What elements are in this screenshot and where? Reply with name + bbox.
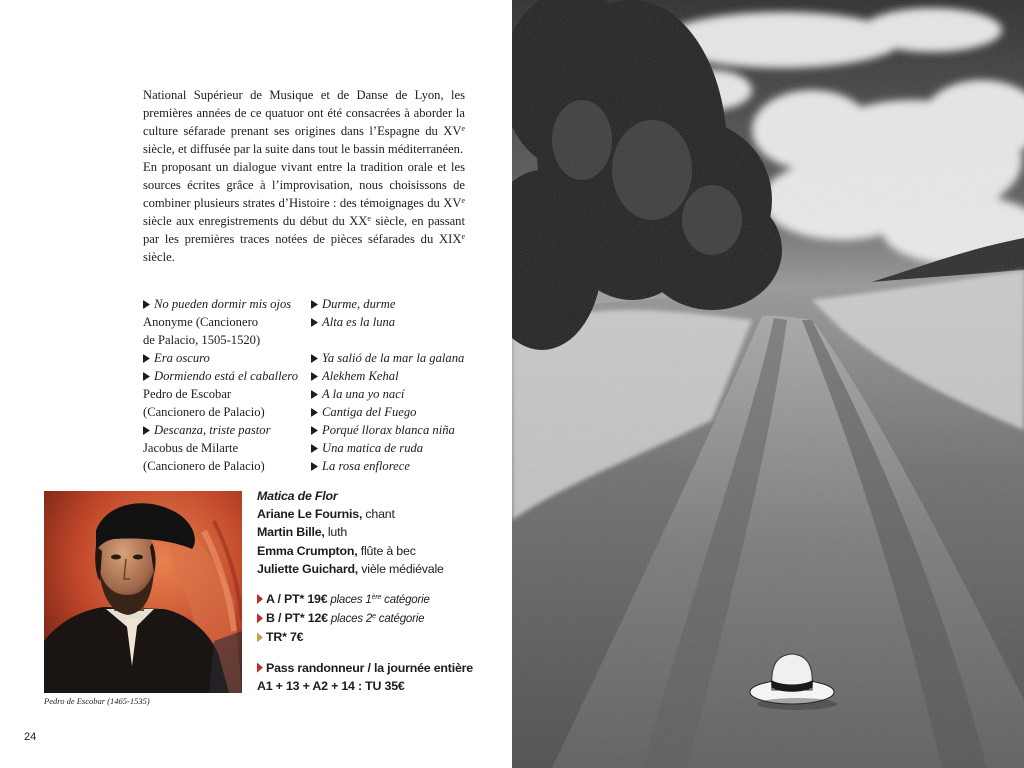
intro-text — [143, 86, 465, 266]
price-bullet-icon — [257, 594, 263, 604]
prices-list — [257, 590, 507, 647]
program-title: Durme, durme — [311, 295, 511, 313]
program-title: Dormiendo está el caballero — [143, 367, 303, 385]
portrait-caption: Pedro de Escobar (1465-1535) — [44, 696, 150, 706]
performer: Juliette Guichard, vièle médiévale — [257, 561, 444, 576]
country-road-photo — [512, 0, 1024, 768]
program-title: Era oscuro — [143, 349, 303, 367]
performer: Martin Bille, luth — [257, 525, 348, 540]
price-line: B / PT* 12€ places 2e catégorie — [257, 609, 507, 628]
bullet-icon — [311, 318, 318, 327]
program-title: Descanza, triste pastor — [143, 421, 303, 439]
program-column-right — [311, 295, 511, 475]
intro-paragraph-1: National Supérieur de Musique et de Danse de Lyon, les premières années de ce quatuor ont été consacrées à aborder la culture séfarade prenant ses origines dans l’Espagne du XVe siècle, et diffusée par la suite dans tout le bassin méditerranéen. — [143, 88, 465, 156]
program-title: No pueden dormir mis ojos — [143, 295, 303, 313]
program-title: La rosa enflorece — [311, 457, 511, 475]
landscape-photo — [512, 0, 1024, 768]
bullet-icon — [143, 354, 150, 363]
performers-list — [257, 505, 507, 578]
bullet-icon — [311, 390, 318, 399]
program-composer: Pedro de Escobar — [143, 387, 232, 401]
pass-title: Pass randonneur / la journée entière — [257, 659, 507, 677]
price-line: TR* 7€ — [257, 628, 507, 646]
program-composer: Jacobus de Milarte — [143, 441, 239, 455]
program-title: Una matica de ruda — [311, 439, 511, 457]
price-line: A / PT* 19€ places 1ère catégorie — [257, 590, 507, 609]
page-number: 24 — [24, 731, 37, 743]
pass-value: A1 + 13 + A2 + 14 : TU 35€ — [257, 678, 405, 693]
portrait-image — [44, 491, 242, 693]
credits-block — [257, 487, 507, 695]
bullet-icon — [311, 300, 318, 309]
bullet-icon — [143, 300, 150, 309]
bullet-icon — [311, 462, 318, 471]
program-title: Ya salió de la mar la galana — [311, 349, 511, 367]
bullet-icon — [311, 444, 318, 453]
bullet-icon — [143, 372, 150, 381]
performer: Emma Crumpton, flûte à bec — [257, 543, 416, 558]
bullet-icon — [311, 372, 318, 381]
program-composer: (Cancionero de Palacio) — [143, 459, 265, 473]
program-title: A la una yo nací — [311, 385, 511, 403]
program-composer: (Cancionero de Palacio) — [143, 405, 265, 419]
price-bullet-icon — [257, 632, 263, 642]
red-bullet-icon — [257, 663, 263, 673]
intro-paragraph-2: En proposant un dialogue vivant entre la tradition orale et les sources écrites grâce à l’improvisation, nous choisissons de combiner plusieurs strates d’Histoire : des témoignages du XVe siècle aux enregistrements du début du XXe siècle, en passant par les premières traces notées de pièces séfarades du XIXe siècle. — [143, 160, 465, 264]
program-composer: de Palacio, 1505-1520) — [143, 333, 261, 347]
bullet-icon — [311, 354, 318, 363]
performer: Ariane Le Fournis, chant — [257, 507, 395, 522]
bullet-icon — [143, 426, 150, 435]
program-column-left — [143, 295, 303, 475]
program-title: Porqué llorax blanca niña — [311, 421, 511, 439]
program-title: Alekhem Kehal — [311, 367, 511, 385]
price-bullet-icon — [257, 613, 263, 623]
bullet-icon — [311, 408, 318, 417]
ensemble-name: Matica de Flor — [257, 489, 338, 503]
program-title: Cantiga del Fuego — [311, 403, 511, 421]
program-composer: Anonyme (Cancionero — [143, 315, 259, 329]
portrait-painting — [44, 491, 242, 693]
program-title: Alta es la luna — [311, 313, 511, 331]
bullet-icon — [311, 426, 318, 435]
